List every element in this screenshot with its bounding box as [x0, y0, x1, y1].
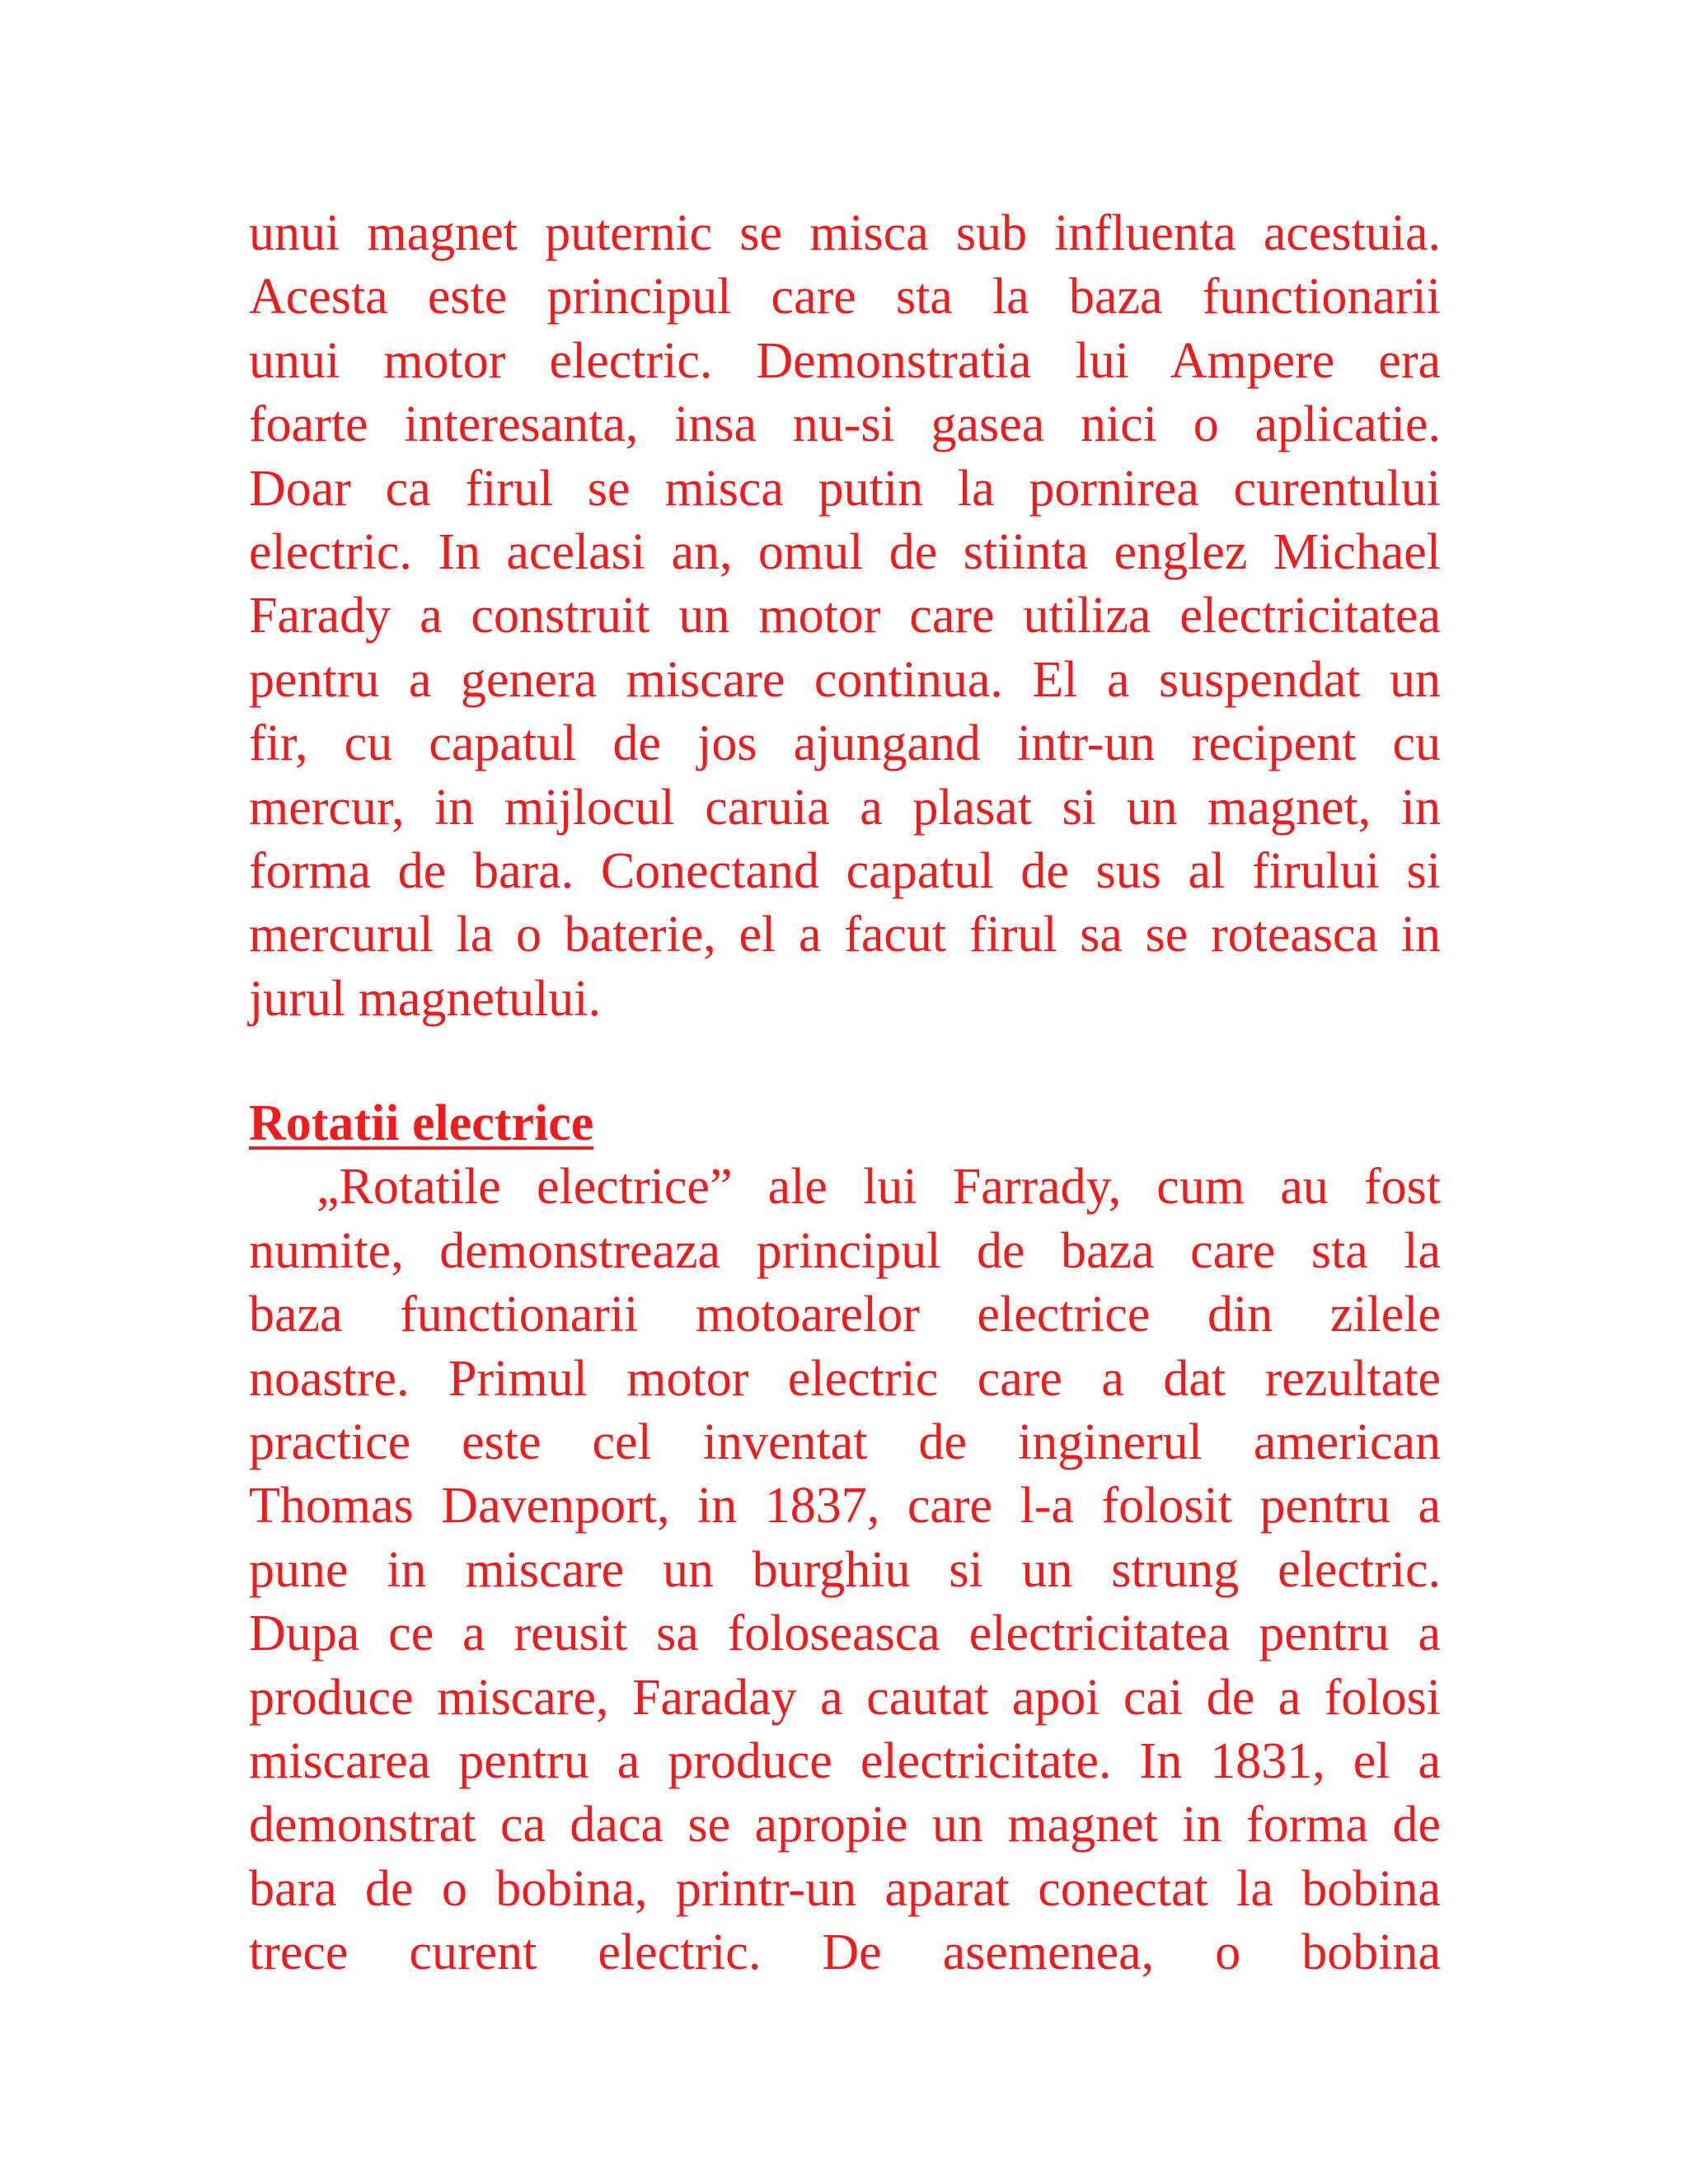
text-line: bara de o bobina, printr-un aparat conectat la bobina [249, 1860, 1441, 1917]
text-line: foarte interesanta, insa nu-si gasea nici o aplicatie. [249, 396, 1441, 453]
text-line: trece curent electric. De asemenea, o bobina [249, 1924, 1441, 1981]
text-line: electric. In acelasi an, omul de stiinta englez Michael [249, 523, 1441, 580]
text-line: forma de bara. Conectand capatul de sus al firului si [249, 842, 1441, 899]
text-line: practice este cel inventat de inginerul american [249, 1413, 1441, 1470]
text-line: unui motor electric. Demonstratia lui Ampere era [249, 332, 1441, 389]
text-line: miscarea pentru a produce electricitate. In 1831, el a [249, 1732, 1441, 1789]
section-heading: Rotatii electrice [249, 1095, 594, 1151]
text-line: baza functionarii motoarelor electrice din zilele [249, 1286, 1441, 1343]
paragraph-1 [249, 202, 1441, 1031]
text-line: numite, demonstreaza principul de baza care sta la [249, 1222, 1441, 1279]
text-line: produce miscare, Faraday a cautat apoi cai de a folosi [249, 1669, 1441, 1726]
text-line: Acesta este principul care sta la baza functionarii [249, 269, 1441, 326]
text-line: pentru a genera miscare continua. El a suspendat un [249, 651, 1441, 708]
text-line: „Rotatile electrice” ale lui Farrady, cum au fost [316, 1159, 1441, 1216]
text-line: jurul magnetului. [249, 970, 602, 1027]
text-line: pune in miscare un burghiu si un strung electric. [249, 1541, 1441, 1598]
text-line: fir, cu capatul de jos ajungand intr-un recipent cu [249, 715, 1441, 772]
text-line: Thomas Davenport, in 1837, care l-a folosit pentru a [249, 1478, 1441, 1535]
text-line: Farady a construit un motor care utiliza electricitatea [249, 588, 1441, 644]
text-line: noastre. Primul motor electric care a dat rezultate [249, 1350, 1441, 1407]
text-line: unui magnet puternic se misca sub influenta acestuia. [249, 205, 1441, 261]
text-line: demonstrat ca daca se apropie un magnet in forma de [249, 1797, 1441, 1854]
text-line: Doar ca firul se misca putin la pornirea curentului [249, 460, 1441, 517]
text-line: mercurul la o baterie, el a facut firul sa se roteasca in [249, 907, 1441, 963]
text-line: mercur, in mijlocul caruia a plasat si un magnet, in [249, 779, 1441, 836]
text-line: Dupa ce a reusit sa foloseasca electricitatea pentru a [249, 1605, 1441, 1662]
section-rotatii-electrice [249, 1092, 1441, 1985]
